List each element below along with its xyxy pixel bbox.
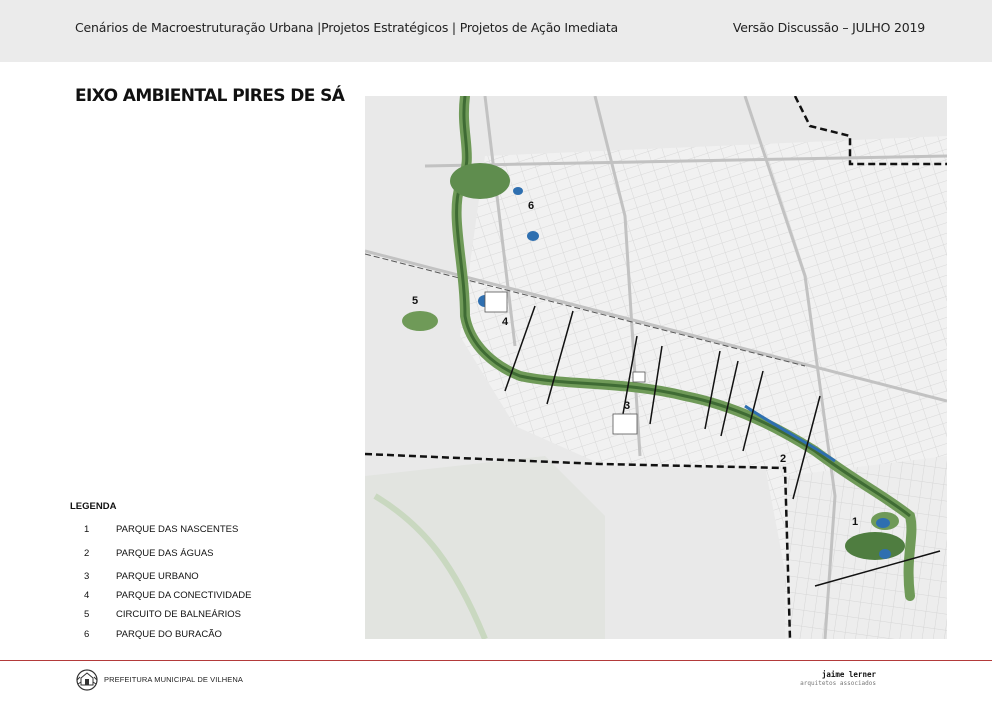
map-label-5: 5 <box>412 295 419 307</box>
legend-number: 2 <box>84 548 90 559</box>
architect-name: jaime lerner <box>821 670 876 679</box>
footer-organization: PREFEITURA MUNICIPAL DE VILHENA <box>104 675 243 684</box>
legend-label: PARQUE URBANO <box>116 571 199 582</box>
legend-number: 5 <box>84 609 90 620</box>
legend-title: LEGENDA <box>70 501 117 512</box>
architect-brand <box>786 670 906 687</box>
legend-label: PARQUE DAS ÁGUAS <box>116 548 214 559</box>
site-map <box>365 96 947 639</box>
legend-number: 6 <box>84 629 90 640</box>
legend-number: 1 <box>84 524 90 535</box>
header-project-title: Cenários de Macroestruturação Urbana |Projetos Estratégicos | Projetos de Ação Imediata <box>75 20 618 35</box>
page-title: EIXO AMBIENTAL PIRES DE SÁ <box>75 86 345 106</box>
city-seal-icon <box>75 668 99 692</box>
legend-number: 3 <box>84 571 90 582</box>
page-header <box>0 0 992 62</box>
header-version: Versão Discussão – JULHO 2019 <box>732 20 925 35</box>
map-label-6: 6 <box>528 200 535 212</box>
map-label-3: 3 <box>624 400 631 412</box>
legend-label: PARQUE DA CONECTIVIDADE <box>116 590 252 601</box>
legend-label: CIRCUITO DE BALNEÁRIOS <box>116 609 241 620</box>
map-illustration <box>365 96 947 639</box>
legend-label: PARQUE DO BURACÃO <box>116 629 222 640</box>
architect-subtitle: arquitetos associados <box>800 680 876 687</box>
map-label-4: 4 <box>502 316 509 328</box>
map-label-1: 1 <box>852 516 859 528</box>
legend-label: PARQUE DAS NASCENTES <box>116 524 239 535</box>
footer-rule <box>0 660 992 661</box>
legend-number: 4 <box>84 590 90 601</box>
map-label-2: 2 <box>780 453 787 465</box>
rural-area <box>365 456 605 639</box>
